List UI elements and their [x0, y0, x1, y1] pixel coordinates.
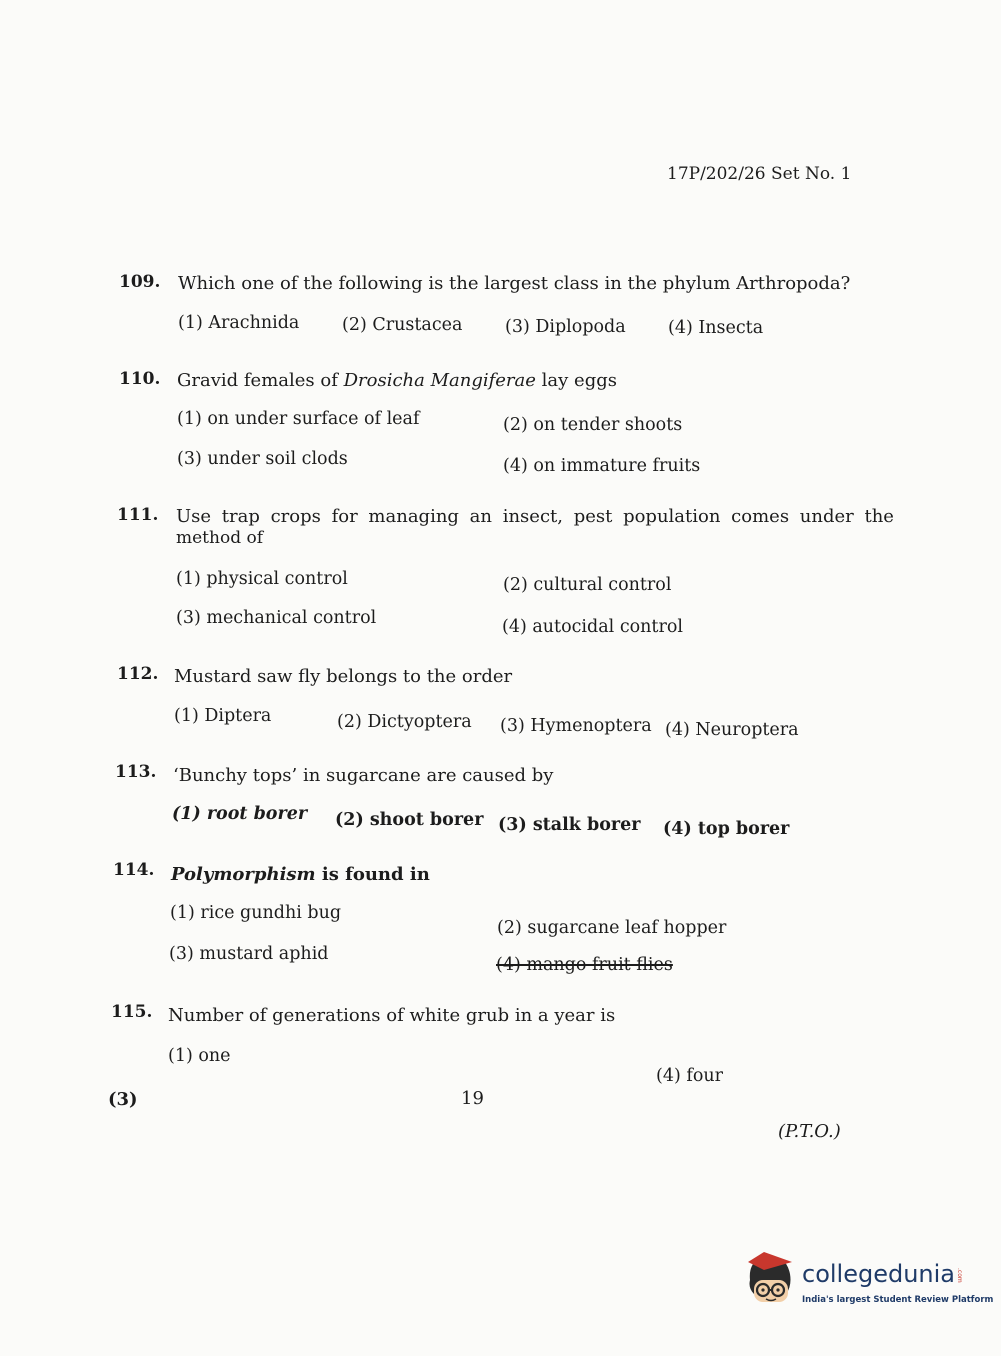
- option: (2) Dictyoptera: [337, 712, 472, 732]
- pto-label: (P.T.O.): [778, 1121, 841, 1142]
- option: (1) root borer: [172, 804, 308, 824]
- page-number: 19: [461, 1088, 484, 1109]
- option: (4) autocidal control: [502, 617, 683, 637]
- question-text-cont: method of: [176, 528, 264, 548]
- option: (2) Crustacea: [342, 315, 463, 335]
- question-text: Mustard saw fly belongs to the order: [174, 666, 513, 687]
- option: (4) top borer: [663, 819, 790, 839]
- question-text: ‘Bunchy tops’ in sugarcane are caused by: [173, 765, 554, 786]
- question-number: 111.: [117, 505, 159, 525]
- keyword: Polymorphism: [171, 864, 316, 885]
- mascot-icon: [742, 1250, 800, 1312]
- footer-section: (3): [108, 1089, 138, 1110]
- option: (2) cultural control: [503, 575, 672, 595]
- option: (1) on under surface of leaf: [177, 409, 420, 429]
- question-number: 113.: [115, 762, 157, 782]
- option: (4) Insecta: [668, 318, 764, 338]
- question-text: Polymorphism is found in: [171, 864, 430, 885]
- question-number: 112.: [117, 664, 159, 684]
- option: (1) one: [168, 1046, 231, 1066]
- species-name: Drosicha Mangiferae: [343, 370, 536, 391]
- option: (1) Arachnida: [178, 313, 300, 333]
- option: (2) on tender shoots: [503, 415, 683, 435]
- collegedunia-logo[interactable]: [742, 1248, 994, 1318]
- option: (3) mustard aphid: [169, 944, 329, 964]
- option: (1) Diptera: [174, 706, 272, 726]
- question-text: Gravid females of Drosicha Mangiferae lay eggs: [177, 370, 617, 391]
- option: (3) under soil clods: [177, 449, 348, 469]
- question-text: Number of generations of white grub in a year is: [168, 1005, 616, 1026]
- logo-tagline: India's largest Student Review Platform: [802, 1295, 994, 1305]
- option-struck: (4) mango fruit flies: [496, 955, 673, 975]
- option: (3) Hymenoptera: [500, 716, 652, 736]
- question-number: 115.: [111, 1002, 153, 1022]
- logo-wordmark: collegedunia: [802, 1260, 956, 1288]
- question-text: Use trap crops for managing an insect, pest population comes under the: [176, 506, 894, 527]
- option: (1) physical control: [176, 569, 348, 589]
- option: (2) sugarcane leaf hopper: [497, 918, 727, 938]
- option: (3) stalk borer: [498, 815, 641, 835]
- option: (4) Neuroptera: [665, 720, 799, 740]
- question-text: Which one of the following is the largest class in the phylum Arthropoda?: [178, 273, 851, 294]
- option: (3) Diplopoda: [505, 317, 626, 337]
- question-number: 114.: [113, 860, 155, 880]
- option: (3) mechanical control: [176, 608, 377, 628]
- option: (4) four: [656, 1066, 724, 1086]
- paper-code: 17P/202/26 Set No. 1: [667, 164, 852, 184]
- question-number: 109.: [119, 272, 161, 292]
- logo-suffix: .com: [956, 1268, 963, 1283]
- option: (2) shoot borer: [335, 810, 484, 830]
- option: (4) on immature fruits: [503, 456, 701, 476]
- question-number: 110.: [119, 369, 161, 389]
- option: (1) rice gundhi bug: [170, 903, 342, 923]
